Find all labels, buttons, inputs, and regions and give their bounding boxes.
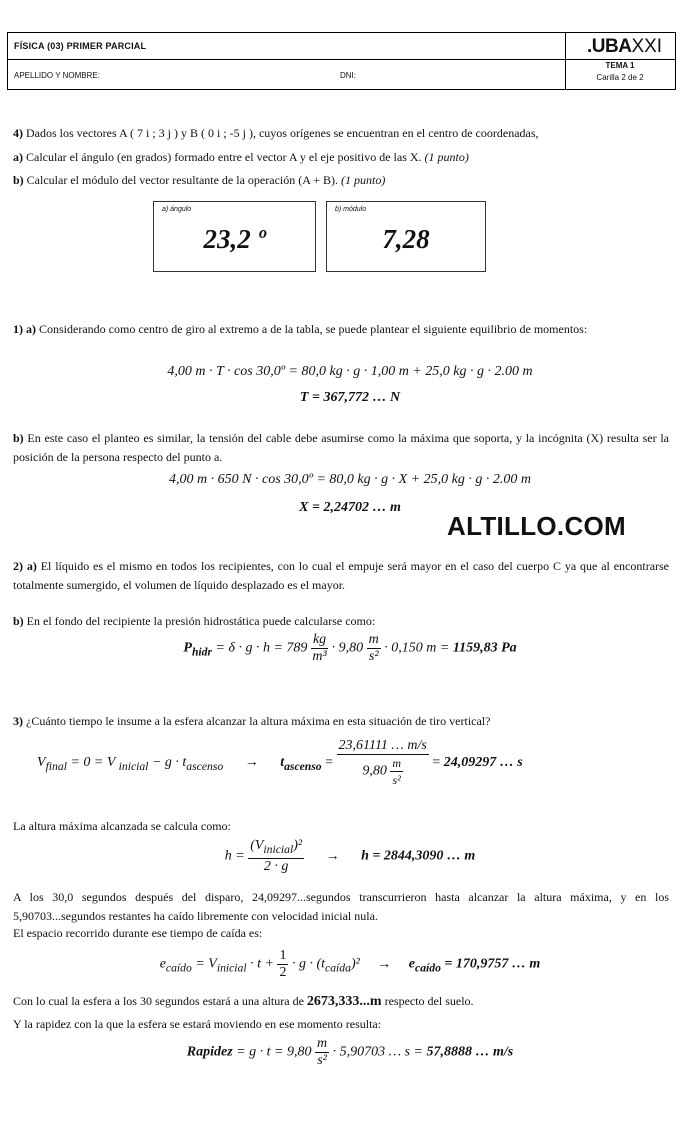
answer-box-angle-label: a) ángulo	[162, 206, 192, 213]
hmax-intro: La altura máxima alcanzada se calcula como:	[13, 819, 231, 833]
q3-speed-equation: Rapidez = g · t = 9,80 $\frac{m}{\text{s²}}$ · 5,90703 … s = 57,8888 … m/s	[186, 1036, 514, 1068]
q3-fall-equation: $e_{caído} = V_{inicial} \cdot t$ + $\frac{1}{2}$ · $g \cdot (t_{caída})^2 \to e_{caído} = 170,9757$ … m	[159, 948, 541, 980]
q3-paragraph-4: Y la rapidez con la que la esfera se estará moviendo en ese momento resulta:	[13, 1017, 382, 1031]
q2-pressure-equation: $P_{hidr} = \delta \cdot g \cdot h = 789$ $\frac{kg}{\text{m³}}$ · 9,80 $\frac{m}{\text{s²}}$ · 0,150 m = 1159,83 Pa	[183, 632, 517, 664]
kg-per-m3-fraction: $\frac{kg}{\text{m³}}$	[312, 632, 327, 664]
carilla-label: Carilla 2 de 2	[596, 73, 644, 82]
velocity-over-g-fraction: 23,61111 … m/s 9,80 $\frac{m}{\text{s²}}$	[338, 738, 427, 787]
q4-a: a) Calcular el ángulo (en grados) formado entre el vector A y el eje positivo de las X. (1 punto)	[13, 150, 469, 164]
answer-box-module	[326, 201, 486, 272]
q2-b-paragraph: b) En el fondo del recipiente la presión hidrostática puede calcularse como:	[13, 614, 376, 628]
arrow-icon: →	[325, 848, 340, 864]
name-label: APELLIDO Y NOMBRE:	[14, 71, 100, 80]
q3-question: 3) ¿Cuánto tiempo le insume a la esfera alcanzar la altura máxima en esta situación de tiro vertical?	[13, 714, 491, 728]
answer-box-angle-value: 23,2 º	[203, 224, 266, 254]
half-fraction: $\frac{1}{2}$	[279, 948, 287, 980]
q1-b-paragraph: b) En este caso el planteo es similar, la tensión del cable debe asumirse como la máxima que soporta, y la incógnita (X) resulta ser la posición de la persona respecto del punto a.	[13, 431, 669, 464]
answer-box-angle	[153, 201, 316, 272]
q1-a-paragraph: 1) a) Considerando como centro de giro al extremo a de la tabla, se puede plantear el siguiente equilibrio de momentos:	[13, 322, 588, 336]
logo-suffix: XXI	[631, 36, 663, 57]
logo-main: .UBA	[587, 36, 632, 57]
exam-header	[7, 32, 676, 90]
tema-label: TEMA 1	[605, 61, 635, 70]
watermark: ALTILLO.COM	[447, 511, 627, 541]
answer-box-module-label: b) módulo	[335, 206, 367, 213]
q1-equation-2: 4,00 m · 650 N · cos 30,0º = 80,0 kg · g · X + 25,0 kg · g · 2.00 m	[169, 472, 531, 487]
q3-time-equation: $V_{final} = 0 = V$ $_{inicial} - g \cdot t_{ascenso} \to t_{ascenso}$ = 23,61111 … m/s 9,80 $\frac{m}{\text{s²}}$ = 24,09297 … s	[37, 738, 523, 787]
q3-paragraph-1: A los 30,0 segundos después del disparo, 24,09297...segundos transcurrieron hasta alcanzar la altura máxima, y en los 5,90703...segundos restantes ha caído libremente con velocidad inicial nula.	[13, 890, 669, 923]
q1-result-2: X = 2,24702 … m	[299, 500, 401, 515]
arrow-icon: →	[244, 755, 259, 771]
q3-paragraph-2: El espacio recorrido durante ese tiempo de caída es:	[13, 926, 263, 940]
q1-result-1: T = 367,772 … N	[299, 390, 401, 405]
q3-paragraph-3: Con lo cual la esfera a los 30 segundos estará a una altura de 2673,333...m respecto del suelo.	[13, 994, 474, 1009]
dni-label: DNI:	[340, 71, 356, 80]
q2-a-paragraph: 2) a) El líquido es el mismo en todos los recipientes, con lo cual el empuje será mayor en el caso del cuerpo C ya que al encontrarse totalmente sumergido, el volumen de líquido desplazado es el mayor.	[13, 559, 670, 592]
answer-box-module-value: 7,28	[382, 224, 430, 254]
height-fraction: $\frac{(V_{inicial})^2}{2 \cdot g}$	[250, 838, 303, 874]
m-per-s2-fraction: $\frac{m}{\text{s²}}$	[316, 1036, 328, 1068]
uba-logo	[587, 36, 662, 58]
arrow-icon: →	[377, 956, 392, 972]
q4-b: b) Calcular el módulo del vector resultante de la operación (A + B). (1 punto)	[13, 173, 386, 187]
q1-equation-1: 4,00 m · T · cos 30,0º = 80,0 kg · g · 1,00 m + 25,0 kg · g · 2.00 m	[167, 364, 533, 379]
q4-intro: 4) Dados los vectores A ( 7 i ; 3 j ) y B ( 0 i ; -5 j ), cuyos orígenes se encuentran en el centro de coordenadas,	[13, 126, 539, 140]
q3-height-equation: h = $\frac{(V_{inicial})^2}{2 \cdot g}$ → h = 2844,3090 … m	[224, 838, 476, 874]
course-title: FÍSICA (03) PRIMER PARCIAL	[14, 41, 147, 51]
m-per-s2-fraction: $\frac{m}{\text{s²}}$	[368, 632, 379, 664]
